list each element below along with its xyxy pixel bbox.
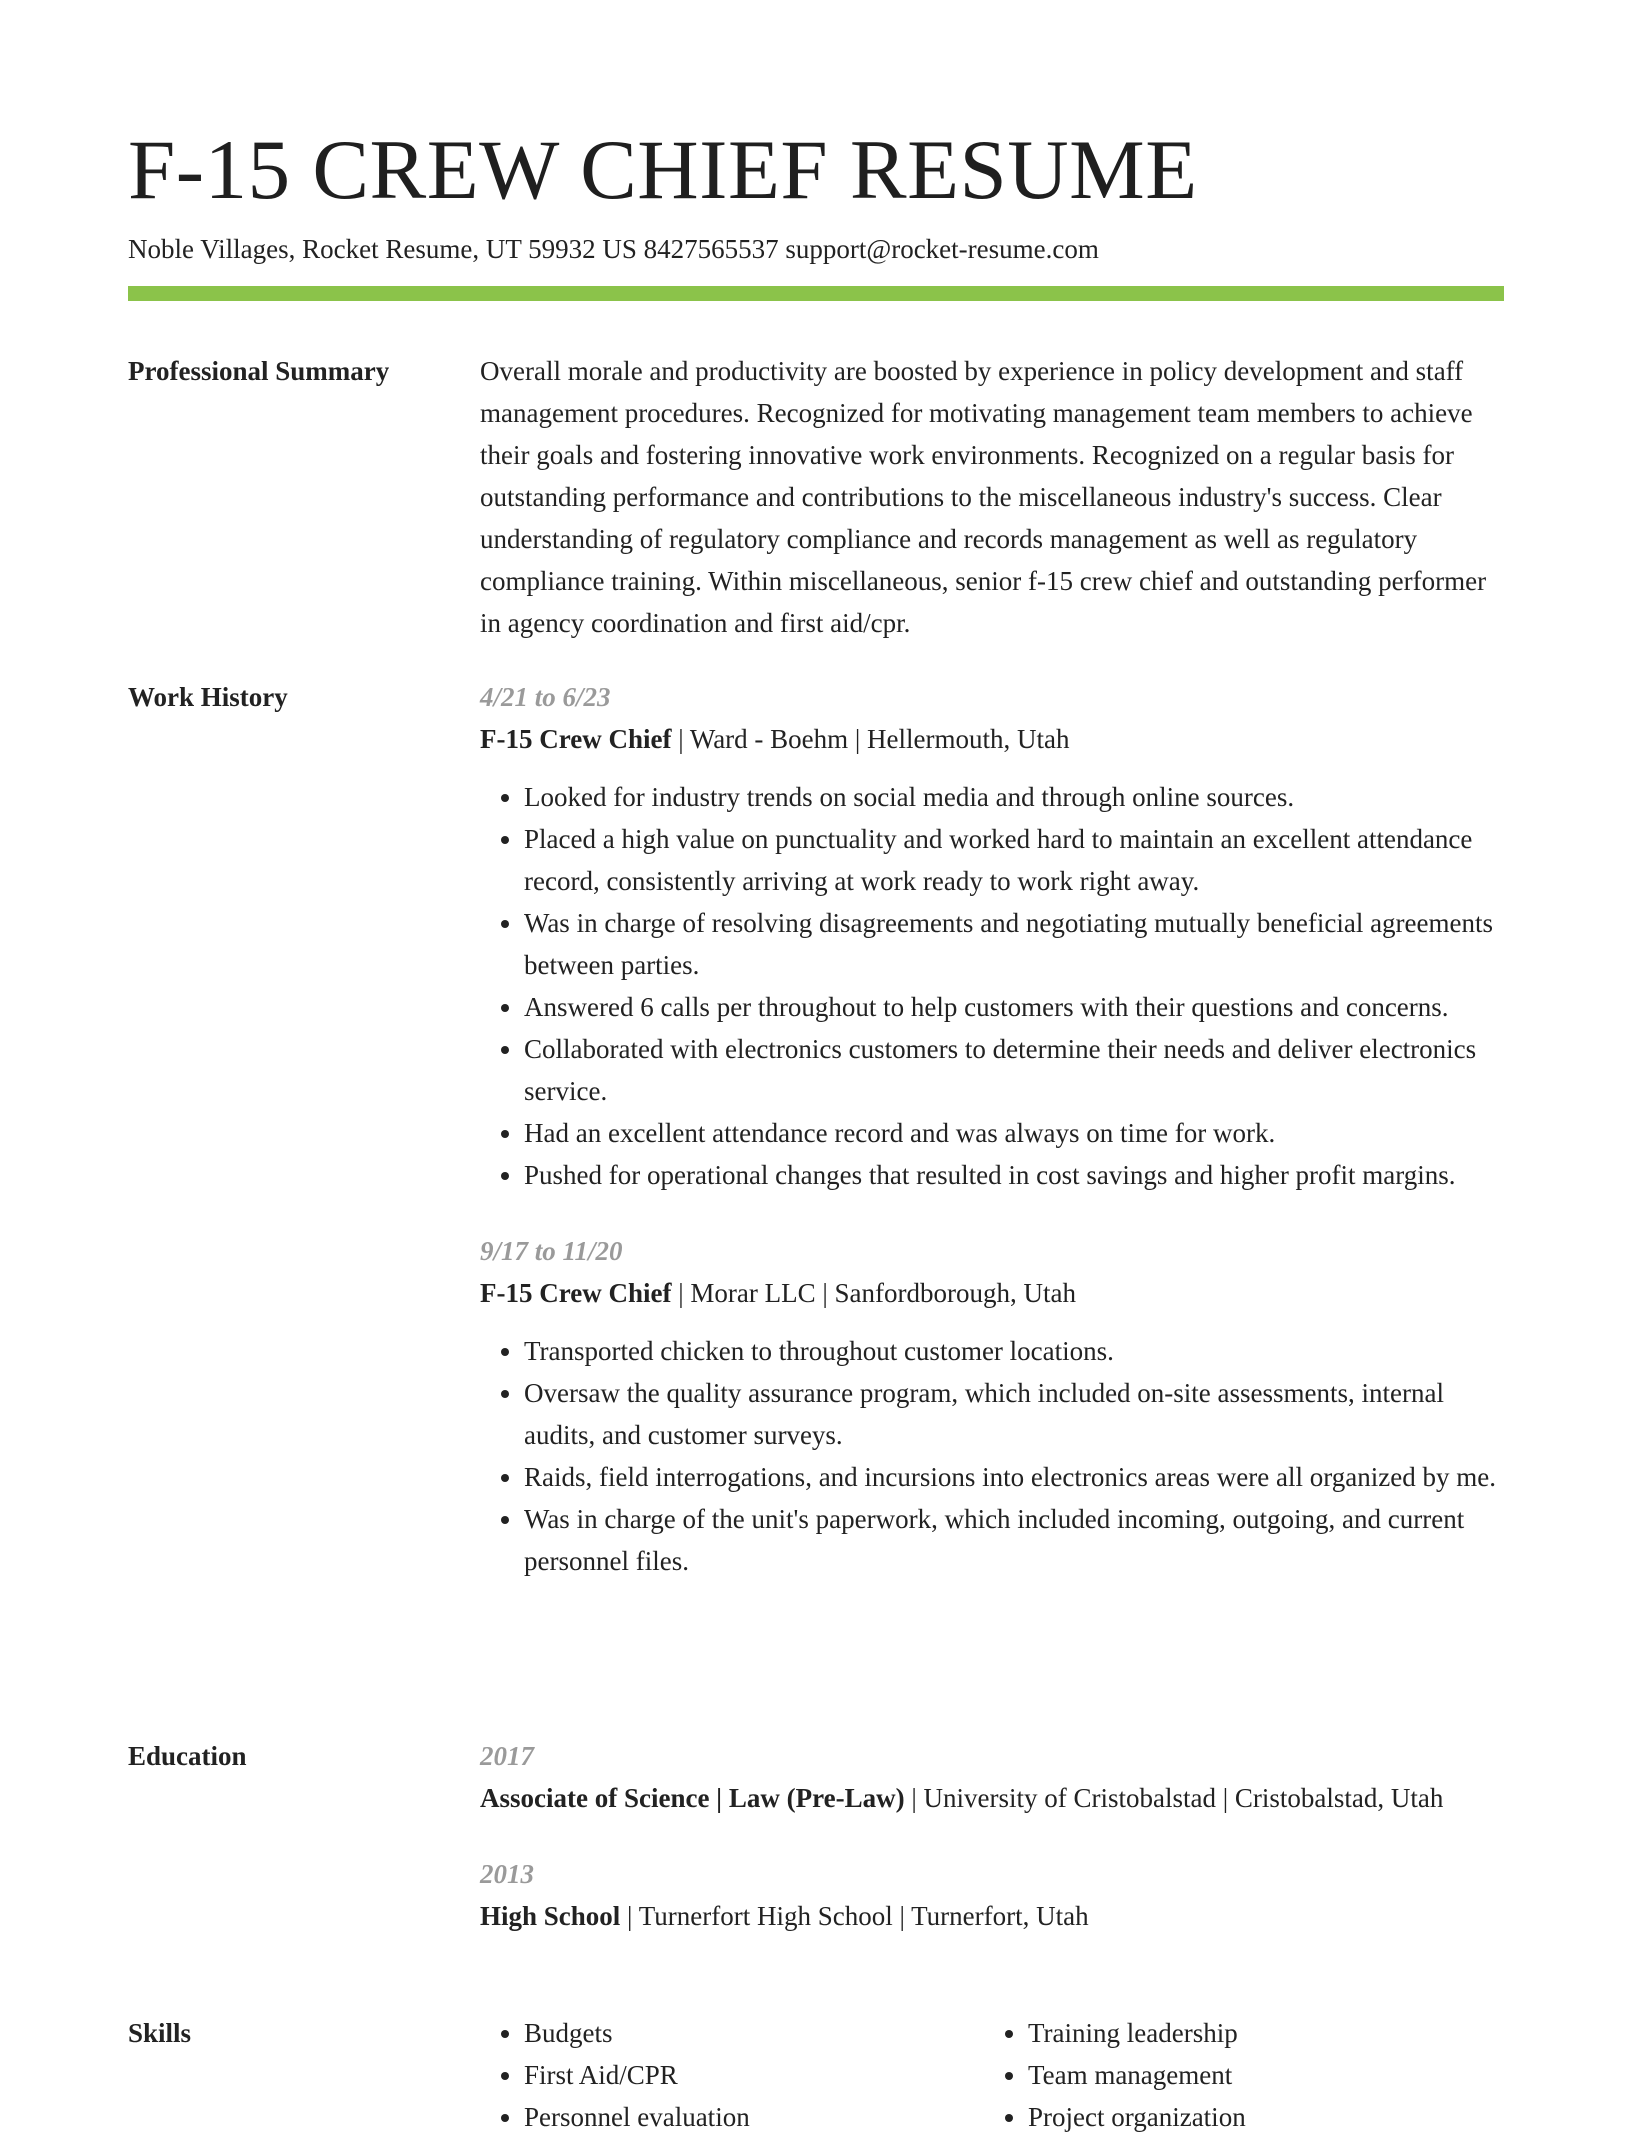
education-year: 2013 [480,1859,534,1889]
job-bullet: • Raids, field interrogations, and incursions into electronics areas were all organized by me. [524,1456,1505,1498]
job-bullet-list [480,776,1505,1196]
job-employer-location: | Ward - Boehm | Hellermouth, Utah [671,724,1070,754]
header-accent-rule [128,286,1504,301]
skills-list-right [984,2012,1488,2138]
job-bullet: • Had an excellent attendance record and was always on time for work. [524,1112,1505,1154]
education-body [480,1735,1505,1937]
skills-list-left [480,2012,984,2138]
education-degree-line [480,1895,1505,1937]
work-history-heading: Work History [128,682,288,712]
job-dates: 9/17 to 11/20 [480,1236,623,1266]
education-school-location: | University of Cristobalstad | Cristobalstad, Utah [904,1783,1444,1813]
education-degree: High School [480,1901,621,1931]
summary-text: Overall morale and productivity are boosted by experience in policy development and staff management procedures. Recognized for motivating management team members to achieve their goals and fostering innovative work environments. Recognized on a regular basis for outstanding performance and contributions to the miscellaneous industry's success. Clear understanding of regulatory compliance and records management as well as regulatory compliance training. Within miscellaneous, senior f-15 crew chief and outstanding performer in agency coordination and first aid/cpr. [480,356,1487,638]
skills-body [480,2012,1505,2138]
skill-item: • First Aid/CPR [524,2054,984,2096]
job-bullet: • Oversaw the quality assurance program, which included on-site assessments, internal audits, and customer surveys. [524,1372,1505,1456]
job-title: F-15 Crew Chief [480,1278,672,1308]
education-entry [480,1853,1505,1937]
job-title: F-15 Crew Chief [480,724,672,754]
resume-title: F-15 CREW CHIEF RESUME [128,123,1198,217]
job-bullet-list [480,1330,1505,1582]
job-bullet: • Placed a high value on punctuality and worked hard to maintain an excellent attendance record, consistently arriving at work ready to work right away. [524,818,1505,902]
job-bullet: • Pushed for operational changes that resulted in cost savings and higher profit margins. [524,1154,1505,1196]
entry-spacer [480,1196,1505,1230]
work-history-body [480,676,1505,1582]
job-bullet: • Answered 6 calls per throughout to help customers with their questions and concerns. [524,986,1505,1028]
skill-item: • Training leadership [1028,2012,1488,2054]
job-bullet: • Transported chicken to throughout customer locations. [524,1330,1505,1372]
job-role-line [480,718,1505,760]
job-employer-location: | Morar LLC | Sanfordborough, Utah [671,1278,1076,1308]
skill-item: • Team management [1028,2054,1488,2096]
job-bullet: • Was in charge of resolving disagreements and negotiating mutually beneficial agreements between parties. [524,902,1505,986]
job-bullet: • Looked for industry trends on social media and through online sources. [524,776,1505,818]
job-role-line [480,1272,1505,1314]
education-year: 2017 [480,1741,534,1771]
job-entry [480,676,1505,1196]
summary-body [480,350,1505,644]
education-school-location: | Turnerfort High School | Turnerfort, Utah [620,1901,1089,1931]
job-entry [480,1230,1505,1582]
job-bullet: • Collaborated with electronics customers to determine their needs and deliver electronics service. [524,1028,1505,1112]
skills-heading: Skills [128,2018,192,2048]
education-degree-line [480,1777,1505,1819]
skill-item: • Budgets [524,2012,984,2054]
summary-heading: Professional Summary [128,356,390,386]
skill-item: • Personnel evaluation [524,2096,984,2138]
entry-spacer [480,1819,1505,1853]
education-degree: Associate of Science | Law (Pre-Law) [480,1783,905,1813]
education-entry [480,1735,1505,1819]
skills-columns [480,2012,1505,2138]
education-heading: Education [128,1741,247,1771]
contact-line: Noble Villages, Rocket Resume, UT 59932 US 8427565537 support@rocket-resume.com [128,234,1099,264]
job-dates: 4/21 to 6/23 [480,682,611,712]
job-bullet: • Was in charge of the unit's paperwork, which included incoming, outgoing, and current personnel files. [524,1498,1505,1582]
skill-item: • Project organization [1028,2096,1488,2138]
